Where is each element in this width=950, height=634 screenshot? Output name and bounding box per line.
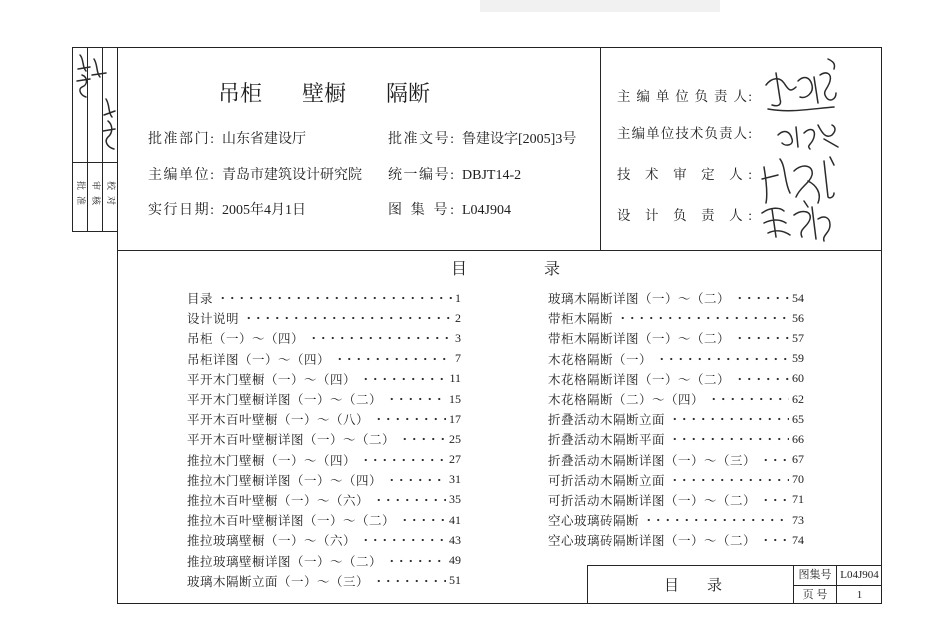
dot-leader: [668, 433, 789, 445]
toc-entry-title: 带柜木隔断: [548, 312, 614, 327]
toc-entry-page: 17: [449, 411, 461, 426]
atlas-no-value: L04J904: [462, 203, 511, 218]
toc-entry-page: 3: [455, 330, 461, 345]
toc-entry-page: 31: [449, 472, 461, 487]
toc-entry-page: 35: [449, 492, 461, 507]
approval-doc-value: 鲁建设字[2005]3号: [462, 132, 577, 147]
unified-no-label: 统一编号:: [388, 168, 454, 183]
dot-leader: [668, 413, 789, 425]
strip-signatures: [72, 47, 117, 162]
toc-entry-page: 71: [792, 492, 804, 507]
toc-entry-page: 27: [449, 452, 461, 467]
toc-entry-title: 设计说明: [187, 312, 240, 327]
dot-leader: [616, 312, 789, 324]
title-word: 吊柜: [218, 81, 263, 106]
dot-leader: [385, 474, 446, 486]
toc-entry: [187, 389, 461, 409]
toc-entry: [548, 409, 804, 429]
dot-leader: [655, 353, 789, 365]
dot-leader: [707, 393, 789, 405]
toc-entry-title: 可折活动木隔断立面: [548, 473, 666, 488]
toc-entry-title: 平开木门壁橱（一）～（四）: [187, 372, 357, 387]
toc-entry: [548, 349, 804, 369]
approval-dept-label: 批准部门:: [148, 132, 214, 147]
handwritten-signature: [92, 59, 106, 77]
toc-entry-title: 吊柜（一）～（四）: [187, 332, 305, 347]
toc-entry-page: 57: [792, 330, 804, 345]
toc-entry-title: 木花格隔断（二）～（四）: [548, 393, 705, 408]
toc-entry-page: 66: [792, 431, 804, 446]
atlas-number-value: L04J904: [840, 569, 879, 581]
unified-no-row: [388, 167, 521, 185]
toc-entry-title: 目录: [187, 292, 214, 307]
handwritten-signature: [778, 125, 838, 149]
toc-entry-title: 吊柜详图（一）～（四）: [187, 352, 331, 367]
dot-leader: [398, 433, 446, 445]
approval-dept-row: [148, 131, 306, 149]
toc-entry: [548, 328, 804, 348]
atlas-no-label: 图 集 号:: [388, 203, 454, 218]
toc-entry: [187, 349, 461, 369]
toc-right-column: [548, 288, 804, 550]
design-head-label: 设 计 负 责 人:: [617, 208, 752, 223]
effective-date-value: 2005年4月1日: [222, 203, 306, 218]
toc-entry: [187, 328, 461, 348]
title-word: 隔断: [386, 81, 431, 106]
atlas-number-label: 图集号: [798, 569, 832, 581]
toc-entry-page: 59: [792, 351, 804, 366]
toc-entry: [548, 490, 804, 510]
toc-entry-title: 推拉木门壁橱详图（一）～（四）: [187, 473, 383, 488]
dot-leader: [216, 292, 452, 304]
toc-entry-title: 推拉玻璃壁橱（一）～（六）: [187, 534, 357, 549]
dot-leader: [759, 454, 789, 466]
handwritten-signature: [103, 99, 115, 149]
toc-entry: [548, 288, 804, 308]
unified-no-value: DBJT14-2: [462, 168, 522, 183]
technical-reviewer-label: 技 术 审 定 人:: [617, 167, 752, 182]
toc-entry-page: 74: [792, 532, 804, 547]
toc-entry-title: 带柜木隔断详图（一）～（二）: [548, 332, 731, 347]
toc-entry-title: 玻璃木隔断详图（一）～（二）: [548, 292, 731, 307]
toc-entry: [187, 288, 461, 308]
toc-entry-page: 2: [455, 310, 461, 325]
toc-entry-page: 1: [455, 290, 461, 305]
strip-divider: [72, 162, 117, 163]
handwritten-signature: [762, 157, 834, 203]
dot-leader: [642, 514, 789, 526]
dot-leader: [398, 514, 446, 526]
toc-entry-page: 11: [449, 371, 461, 386]
toc-entry-page: 49: [449, 553, 461, 568]
page-title: [218, 80, 430, 108]
atlas-no-row: [388, 202, 511, 220]
toc-entry: [187, 409, 461, 429]
toc-entry: [548, 389, 804, 409]
toc-entry: [187, 490, 461, 510]
dot-leader: [372, 575, 446, 587]
toc-entry-title: 推拉木百叶壁橱详图（一）～（二）: [187, 514, 396, 529]
toc-entry: [187, 470, 461, 490]
dot-leader: [733, 332, 789, 344]
toc-entry-title: 平开木百叶壁橱（一）～（八）: [187, 413, 370, 428]
title-block-border: [587, 565, 588, 604]
header-bottom-line: [117, 250, 882, 251]
dot-leader: [359, 454, 446, 466]
toc-entry-title: 推拉玻璃壁橱详图（一）～（二）: [187, 554, 383, 569]
chief-unit-row: [148, 167, 362, 185]
dot-leader: [372, 494, 446, 506]
toc-entry: [187, 429, 461, 449]
toc-entry-page: 62: [792, 391, 804, 406]
dot-leader: [242, 312, 452, 324]
handwritten-signature: [762, 201, 830, 241]
strip-label-approve: 批准: [76, 180, 86, 211]
toc-entry-page: 65: [792, 411, 804, 426]
toc-entry: [548, 510, 804, 530]
toc-entry-page: 60: [792, 371, 804, 386]
toc-entry-title: 推拉木门壁橱（一）～（四）: [187, 453, 357, 468]
toc-entry-page: 73: [792, 512, 804, 527]
toc-entry: [187, 530, 461, 550]
dot-leader: [385, 555, 446, 567]
dot-leader: [759, 494, 789, 506]
effective-date-row: [148, 202, 306, 220]
toc-entry: [548, 470, 804, 490]
toc-entry-title: 折叠活动木隔断平面: [548, 433, 666, 448]
toc-left-column: [187, 288, 461, 591]
chief-unit-value: 青岛市建筑设计研究院: [222, 168, 362, 183]
toc-entry: [548, 369, 804, 389]
toc-entry-title: 平开木百叶壁橱详图（一）～（二）: [187, 433, 396, 448]
toc-entry-title: 木花格隔断（一）: [548, 352, 653, 367]
toc-entry-title: 推拉木百叶壁橱（一）～（六）: [187, 493, 370, 508]
toc-entry-title: 折叠活动木隔断立面: [548, 413, 666, 428]
approval-doc-label: 批准文号:: [388, 132, 454, 147]
toc-entry: [548, 308, 804, 328]
dot-leader: [733, 373, 789, 385]
strip-label-review: 审核: [91, 180, 101, 211]
effective-date-label: 实行日期:: [148, 203, 214, 218]
toc-entry-title: 折叠活动木隔断详图（一）～（三）: [548, 453, 757, 468]
toc-entry: [187, 571, 461, 591]
toc-entry-page: 25: [449, 431, 461, 446]
toc-entry-title: 空心玻璃砖隔断详图（一）～（二）: [548, 534, 757, 549]
dot-leader: [668, 474, 789, 486]
toc-entry: [187, 308, 461, 328]
toc-entry-page: 15: [449, 391, 461, 406]
page-number-value: 1: [856, 589, 863, 601]
page-number-label: 页 号: [802, 589, 828, 601]
toc-entry: [548, 530, 804, 550]
handwritten-signature: [77, 55, 90, 97]
toc-entry-page: 43: [449, 532, 461, 547]
approval-dept-value: 山东省建设厅: [222, 132, 306, 147]
toc-entry: [187, 510, 461, 530]
technical-head-label: 主编单位技术负责人:: [617, 126, 752, 141]
toc-entry-page: 56: [792, 310, 804, 325]
dot-leader: [733, 292, 789, 304]
toc-entry-page: 70: [792, 472, 804, 487]
toc-heading: 目录: [451, 261, 638, 278]
dot-leader: [307, 332, 452, 344]
toc-entry: [187, 369, 461, 389]
title-word: 壁橱: [302, 81, 347, 106]
toc-entry-page: 54: [792, 290, 804, 305]
toc-entry-title: 空心玻璃砖隔断: [548, 514, 640, 529]
toc-entry: [548, 450, 804, 470]
dot-leader: [385, 393, 446, 405]
toc-entry: [187, 550, 461, 570]
header-signatures: [600, 47, 882, 250]
scan-shadow: [480, 0, 720, 12]
toc-entry-title: 木花格隔断详图（一）～（二）: [548, 372, 731, 387]
dot-leader: [359, 534, 446, 546]
toc-entry: [187, 450, 461, 470]
dot-leader: [359, 373, 446, 385]
handwritten-signature: [766, 59, 836, 111]
chief-unit-head-label: 主 编 单 位 负 责 人:: [617, 89, 752, 104]
toc-entry-page: 41: [449, 512, 461, 527]
toc-entry-page: 7: [455, 351, 461, 366]
toc-entry-title: 可折活动木隔断详图（一）～（二）: [548, 493, 757, 508]
toc-entry-title: 平开木门壁橱详图（一）～（二）: [187, 393, 383, 408]
toc-entry-page: 51: [449, 573, 461, 588]
dot-leader: [372, 413, 446, 425]
toc-entry: [548, 429, 804, 449]
chief-unit-label: 主编单位:: [148, 168, 214, 183]
toc-entry-title: 玻璃木隔断立面（一）～（三）: [187, 574, 370, 589]
strip-label-check: 校对: [106, 180, 116, 211]
approval-doc-row: [388, 131, 576, 149]
dot-leader: [759, 534, 789, 546]
toc-entry-page: 67: [792, 452, 804, 467]
title-block-name: 目录: [664, 578, 751, 594]
dot-leader: [333, 353, 452, 365]
